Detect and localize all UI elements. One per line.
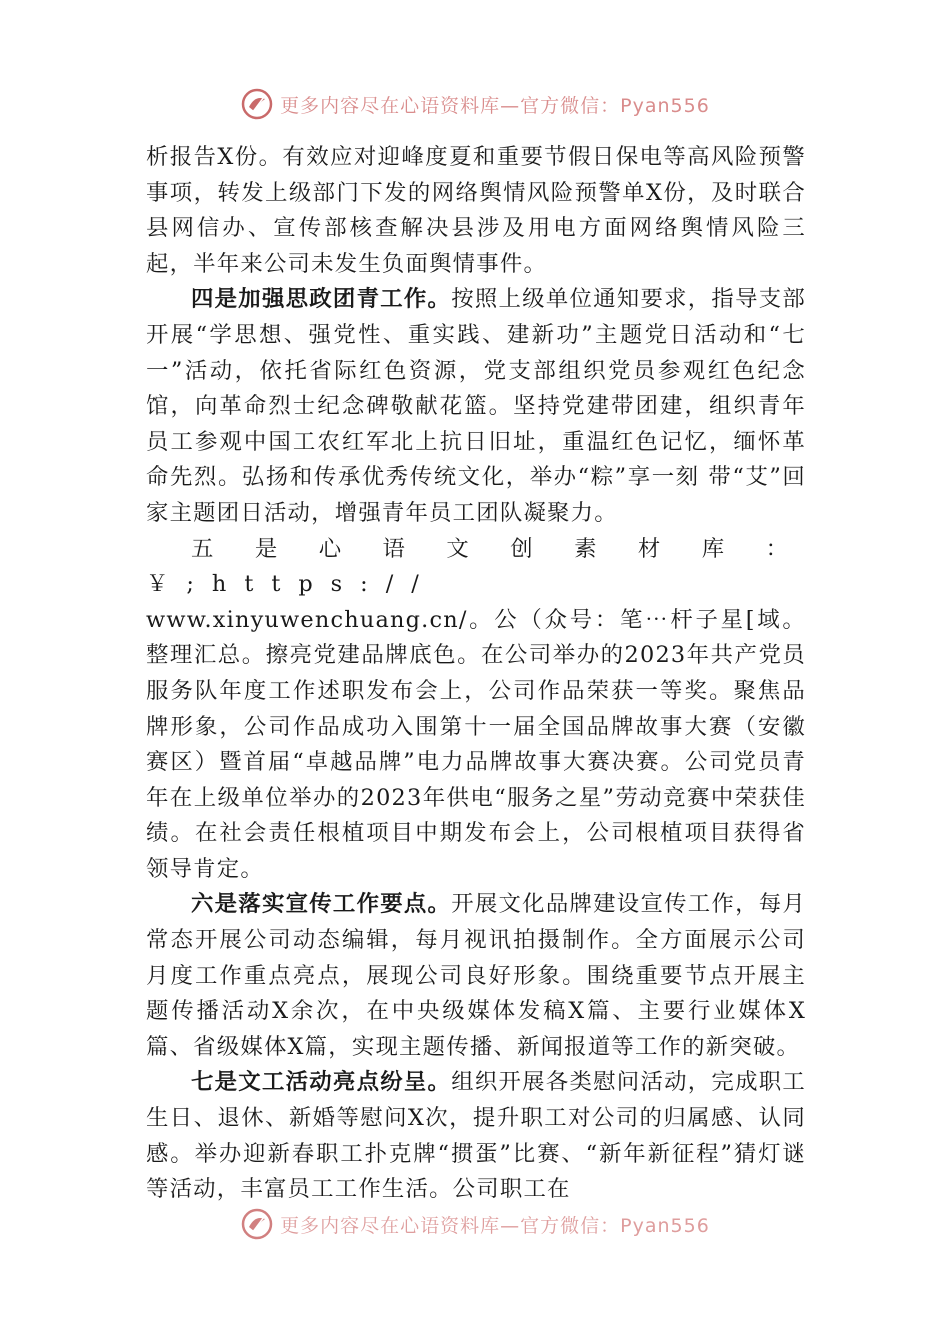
watermark-text: 更多内容尽在心语资料库—官方微信：Pyan556 — [280, 94, 710, 117]
paragraph-3-first-line: 五是心语文创素材库：￥;https:// — [146, 535, 806, 598]
brand-logo-icon — [240, 1207, 274, 1241]
paragraph-3-body: www.xinyuwenchuang.cn/。公（众号：笔⋯杆子星[域。整理汇总。擦亮党建品牌底色。在公司举办的2023年共产党员服务队年度工作述职发布会上，公司作品荣获一等奖。聚焦品牌形象，公司作品成功入围第十一届全国品牌故事大赛（安徽赛区）暨首届“卓越品牌”电力品牌故事大赛决赛。公司党员青年在上级单位举办的2023年供电“服务之星”劳动竞赛中荣获佳绩。在社会责任根植项目中期发布会上，公司根植项目获得省领导肯定。 — [146, 606, 806, 882]
paragraph-2-heading: 四是加强思政团青工作。 — [191, 286, 452, 313]
paragraph-3 — [146, 532, 806, 603]
paragraph-4-body: 开展文化品牌建设宣传工作，每月常态开展公司动态编辑，每月视讯拍摄制作。全方面展示公司月度工作重点亮点，展现公司良好形象。围绕重要节点开展主题传播活动X余次，在中央级媒体发稿X篇、主要行业媒体X篇、省级媒体X篇，实现主题传播、新闻报道等工作的新突破。 — [146, 891, 806, 1060]
paragraph-1: 析报告X份。有效应对迎峰度夏和重要节假日保电等高风险预警事项，转发上级部门下发的网络舆情风险预警单X份，及时联合县网信办、宣传部核查解决县涉及用电方面网络舆情风险三起，半年来公司未发生负面舆情事件。 — [146, 144, 806, 277]
paragraph-2 — [146, 282, 806, 531]
paragraph-2-body: 按照上级单位通知要求，指导支部开展“学思想、强党性、重实践、建新功”主题党日活动和“七一”活动，依托省际红色资源，党支部组织党员参观红色纪念馆，向革命烈士纪念碑敬献花篮。坚持党建带团建，组织青年员工参观中国工农红军北上抗日旧址，重温红色记忆，缅怀革命先烈。弘扬和传承优秀传统文化，举办“粽”享一刻 带“艾”回家主题团日活动，增强青年员工团队凝聚力。 — [146, 286, 806, 526]
paragraph-4-heading: 六是落实宣传工作要点。 — [191, 891, 452, 918]
header-watermark — [0, 84, 950, 124]
paragraph-5-heading: 七是文工活动亮点纷呈。 — [191, 1069, 452, 1096]
footer-watermark — [0, 1204, 950, 1244]
paragraph-4 — [146, 887, 806, 1065]
watermark-text: 更多内容尽在心语资料库—官方微信：Pyan556 — [280, 1214, 710, 1237]
paragraph-5-body: 组织开展各类慰问活动，完成职工生日、退休、新婚等慰问X次，提升职工对公司的归属感、认同感。举办迎新春职工扑克牌“掼蛋”比赛、“新年新征程”猜灯谜等活动，丰富员工工作生活。公司职工在 — [146, 1069, 806, 1203]
paragraph-5 — [146, 1065, 806, 1207]
brand-logo-icon — [240, 87, 274, 121]
document-body — [146, 140, 806, 1208]
